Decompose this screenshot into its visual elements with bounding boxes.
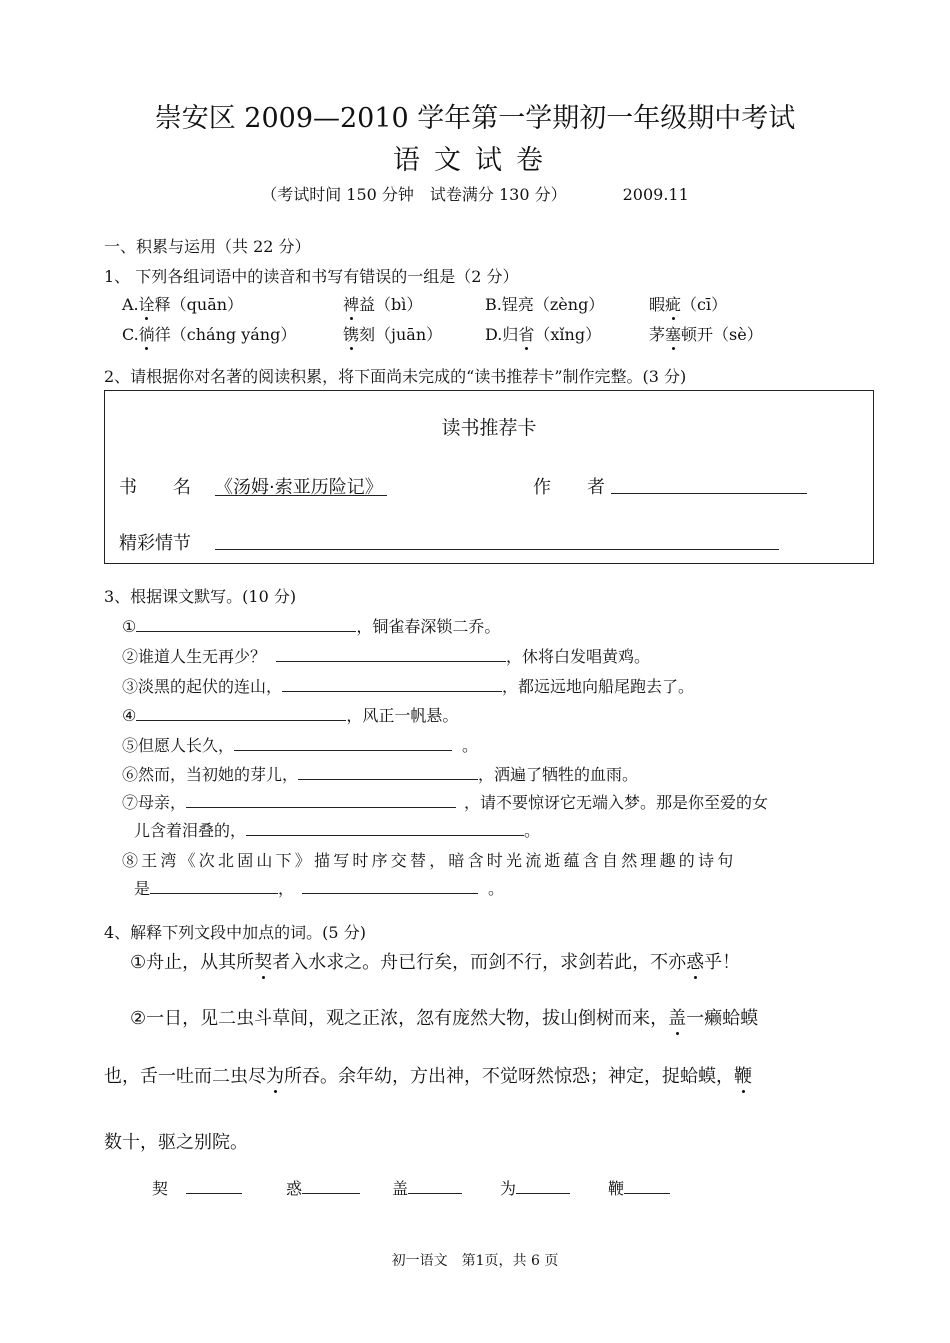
emphasis-char: 裨 xyxy=(343,292,359,315)
fill-blank[interactable] xyxy=(186,1177,242,1194)
q3-prompt: 3、根据课文默写。(10 分) xyxy=(104,587,297,606)
emphasis-char: 盖 xyxy=(668,1004,686,1030)
book-title-value: 《汤姆·索亚历险记》 xyxy=(215,473,387,496)
fill-blank[interactable] xyxy=(298,763,478,780)
q4-passage-1: ①舟止，从其所契者入水求之。舟已行矣，而剑不行，求剑若此，不亦惑乎！ xyxy=(130,948,740,974)
fill-blank[interactable] xyxy=(282,675,502,692)
q2-prompt: 2、请根据你对名著的阅读积累，将下面尚未完成的“读书推荐卡”制作完整。(3 分) xyxy=(104,367,687,386)
emphasis-char: 鞭 xyxy=(734,1062,752,1088)
fill-blank[interactable] xyxy=(150,877,278,894)
q1-option-c2: 镌刻（juān） xyxy=(343,322,442,345)
q4-term-2: 惑 xyxy=(286,1176,360,1199)
q4-term-4: 为 xyxy=(500,1176,570,1199)
exam-info xyxy=(0,182,950,205)
q4-passage-3: 也，舌一吐而二虫尽为所吞。余年幼，方出神，不觉呀然惊恐；神定，捉蛤蟆，鞭 xyxy=(104,1062,752,1088)
emphasis-char: 契 xyxy=(254,948,272,974)
exam-subtitle: 语文试卷 xyxy=(393,145,557,176)
fill-blank[interactable] xyxy=(516,1177,570,1194)
emphasis-char: 镌 xyxy=(343,322,359,345)
q1-prompt: 1、 下列各组词语中的读音和书写有错误的一组是（2 分） xyxy=(104,267,519,286)
emphasis-char: 疵 xyxy=(665,292,681,315)
author-label: 作 者 xyxy=(533,477,605,498)
section-heading: 一、积累与运用（共 22 分） xyxy=(104,237,311,256)
fill-blank[interactable] xyxy=(302,877,478,894)
q1-option-d2: 茅塞顿开（sè） xyxy=(649,322,763,345)
q3-line-2: ②谁道人生无再少？ ，休将白发唱黄鸡。 xyxy=(122,647,651,666)
q4-passage-4: 数十，驱之别院。 xyxy=(104,1132,248,1153)
emphasis-char: 省 xyxy=(518,322,534,345)
q1-option-d1: D.归省（xǐng） xyxy=(485,322,601,345)
q1-option-b1: B.锃亮（zèng） xyxy=(485,295,605,314)
q3-line-1: ① ，铜雀春深锁二乔。 xyxy=(122,617,501,636)
fill-blank[interactable] xyxy=(136,615,356,632)
q3-line-7b: 儿含着泪叠的， 。 xyxy=(134,821,541,840)
q3-line-3: ③淡黑的起伏的连山， ，都远远地向船尾跑去了。 xyxy=(122,677,695,696)
fill-blank[interactable] xyxy=(234,734,452,751)
exam-title: 崇安区 2009—2010 学年第一学期初一年级期中考试 xyxy=(154,103,796,134)
reading-card xyxy=(104,390,874,564)
q1-option-a1: A.诠释（quān） xyxy=(122,292,243,315)
q3-line-8: ⑧王湾《次北固山下》描写时序交替，暗含时光流逝蕴含自然理趣的诗句 xyxy=(122,851,737,870)
book-title xyxy=(215,473,387,498)
emphasis-char: 惑 xyxy=(686,948,704,974)
exam-date: 2009.11 xyxy=(622,185,689,204)
fill-blank[interactable] xyxy=(186,791,456,808)
q3-line-8b: 是 ， 。 xyxy=(134,879,505,898)
q3-line-4: ④ ，风正一帆悬。 xyxy=(122,706,459,725)
highlight-label: 精彩情节 xyxy=(119,533,191,554)
q1-option-c1: C.徜徉（cháng yáng） xyxy=(122,322,296,345)
emphasis-char: 徜 xyxy=(139,322,155,345)
q3-line-6: ⑥然而，当初她的芽儿， ，洒遍了牺牲的血雨。 xyxy=(122,765,639,784)
exam-duration-score: （考试时间 150 分钟 试卷满分 130 分） xyxy=(261,185,567,204)
q1-option-a2: 裨益（bì） xyxy=(343,292,422,315)
emphasis-char: 塞 xyxy=(665,322,681,345)
q3-line-5: ⑤但愿人长久， 。 xyxy=(122,736,479,755)
q4-term-1: 契 xyxy=(152,1176,242,1199)
card-title: 读书推荐卡 xyxy=(441,417,537,439)
emphasis-char: 为 xyxy=(266,1062,284,1088)
fill-blank[interactable] xyxy=(246,819,524,836)
fill-blank[interactable] xyxy=(302,1177,360,1194)
q3-line-7: ⑦母亲， ，请不要惊讶它无端入梦。那是你至爱的女 xyxy=(122,793,769,812)
author-input[interactable] xyxy=(611,475,807,494)
q4-term-3: 盖 xyxy=(392,1176,462,1199)
fill-blank[interactable] xyxy=(408,1177,462,1194)
emphasis-char: 诠 xyxy=(139,292,155,315)
page-footer: 初一语文 第1页，共 6 页 xyxy=(391,1253,559,1269)
q1-option-b2: 暇疵（cī） xyxy=(649,292,727,315)
fill-blank[interactable] xyxy=(624,1177,670,1194)
q4-term-5: 鞭 xyxy=(608,1176,670,1199)
highlight-input[interactable] xyxy=(215,531,779,550)
q4-prompt: 4、解释下列文段中加点的词。(5 分) xyxy=(104,923,366,942)
q4-passage-2: ②一日，见二虫斗草间，观之正浓，忽有庞然大物，拔山倒树而来，盖一癞蛤蟆 xyxy=(130,1004,758,1030)
book-label: 书 名 xyxy=(119,477,191,498)
fill-blank[interactable] xyxy=(136,704,346,721)
fill-blank[interactable] xyxy=(276,645,506,662)
